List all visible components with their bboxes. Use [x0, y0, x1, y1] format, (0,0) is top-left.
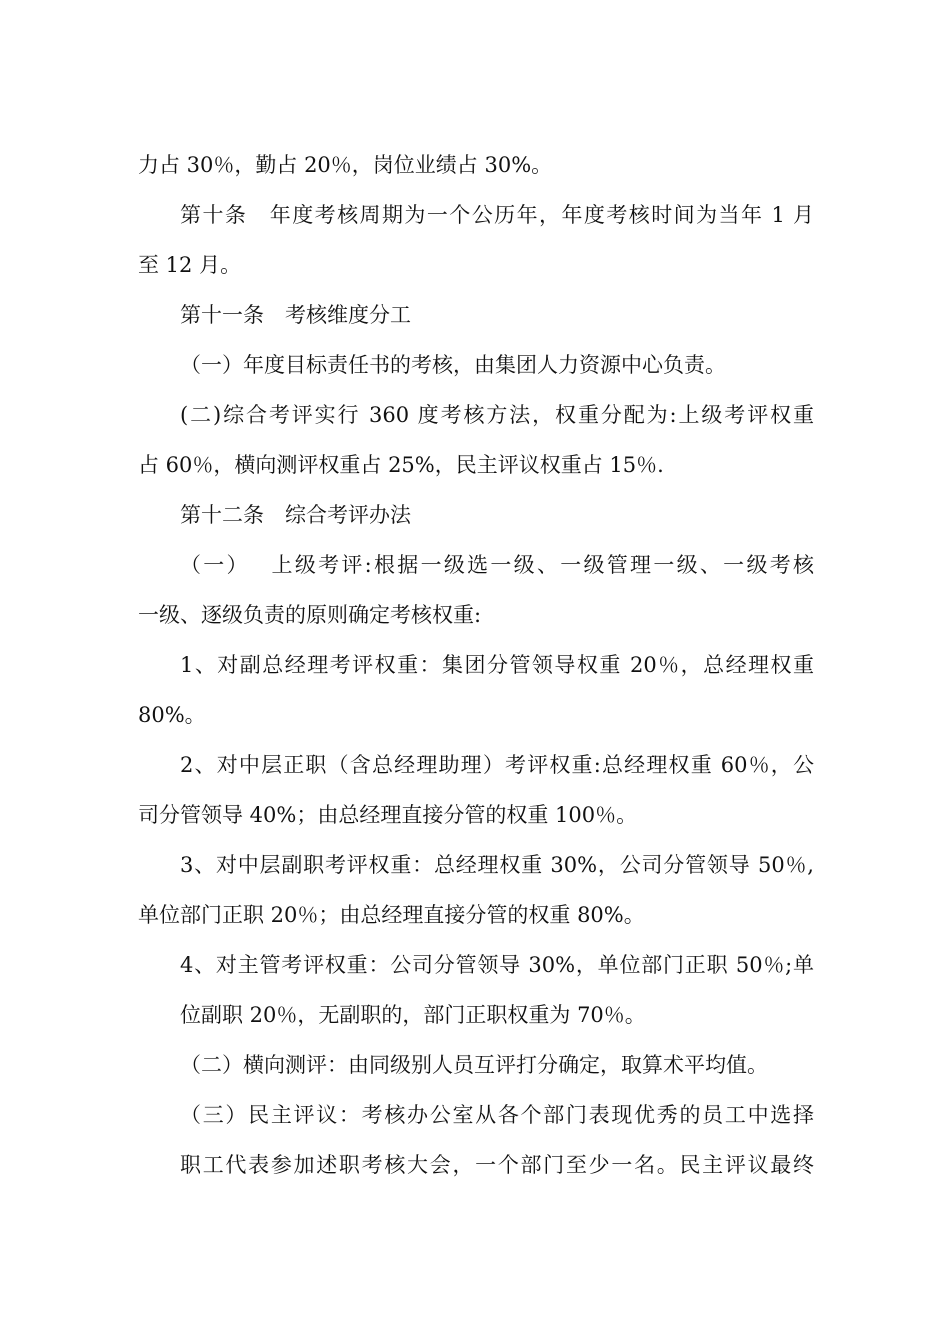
article-10-heading-line: 第十条 年度考核周期为一个公历年，年度考核时间为当年 1 月 [180, 203, 814, 227]
list-item-3: 3、对中层副职考评权重：总经理权重 30%，公司分管领导 50％, [180, 853, 814, 877]
text-line: （一） 上级考评:根据一级选一级、一级管理一级、一级考核 [180, 553, 814, 577]
text-line: 位副职 20％，无副职的，部门正职权重为 70％。 [180, 1003, 646, 1027]
text-line: （二）横向测评：由同级别人员互评打分确定，取算术平均值。 [180, 1053, 768, 1077]
list-item-2: 2、对中层正职（含总经理助理）考评权重:总经理权重 60％，公 [180, 753, 814, 777]
text-line: 80%。 [138, 703, 206, 727]
list-item-1: 1、对副总经理考评权重：集团分管领导权重 20％，总经理权重 [180, 653, 814, 677]
text-line: (二)综合考评实行 360 度考核方法，权重分配为:上级考评权重 [180, 403, 814, 427]
text-line: （三）民主评议：考核办公室从各个部门表现优秀的员工中选择 [180, 1103, 814, 1127]
text-line: （一）年度目标责任书的考核，由集团人力资源中心负责。 [180, 353, 726, 377]
article-12-heading: 第十二条 综合考评办法 [180, 503, 411, 527]
list-item-4: 4、对主管考评权重：公司分管领导 30%，单位部门正职 50％;单 [180, 953, 814, 977]
text-line: 占 60％，横向测评权重占 25%，民主评议权重占 15％. [138, 453, 664, 477]
text-line: 单位部门正职 20％；由总经理直接分管的权重 80%。 [138, 903, 645, 927]
text-line: 职工代表参加述职考核大会，一个部门至少一名。民主评议最终 [180, 1153, 814, 1177]
text-line: 一级、逐级负责的原则确定考核权重: [138, 603, 482, 627]
article-11-heading: 第十一条 考核维度分工 [180, 303, 411, 327]
text-line: 至 12 月。 [138, 253, 242, 277]
text-line: 力占 30％，勤占 20％，岗位业绩占 30%。 [138, 153, 553, 177]
text-line: 司分管领导 40%；由总经理直接分管的权重 100％。 [138, 803, 638, 827]
